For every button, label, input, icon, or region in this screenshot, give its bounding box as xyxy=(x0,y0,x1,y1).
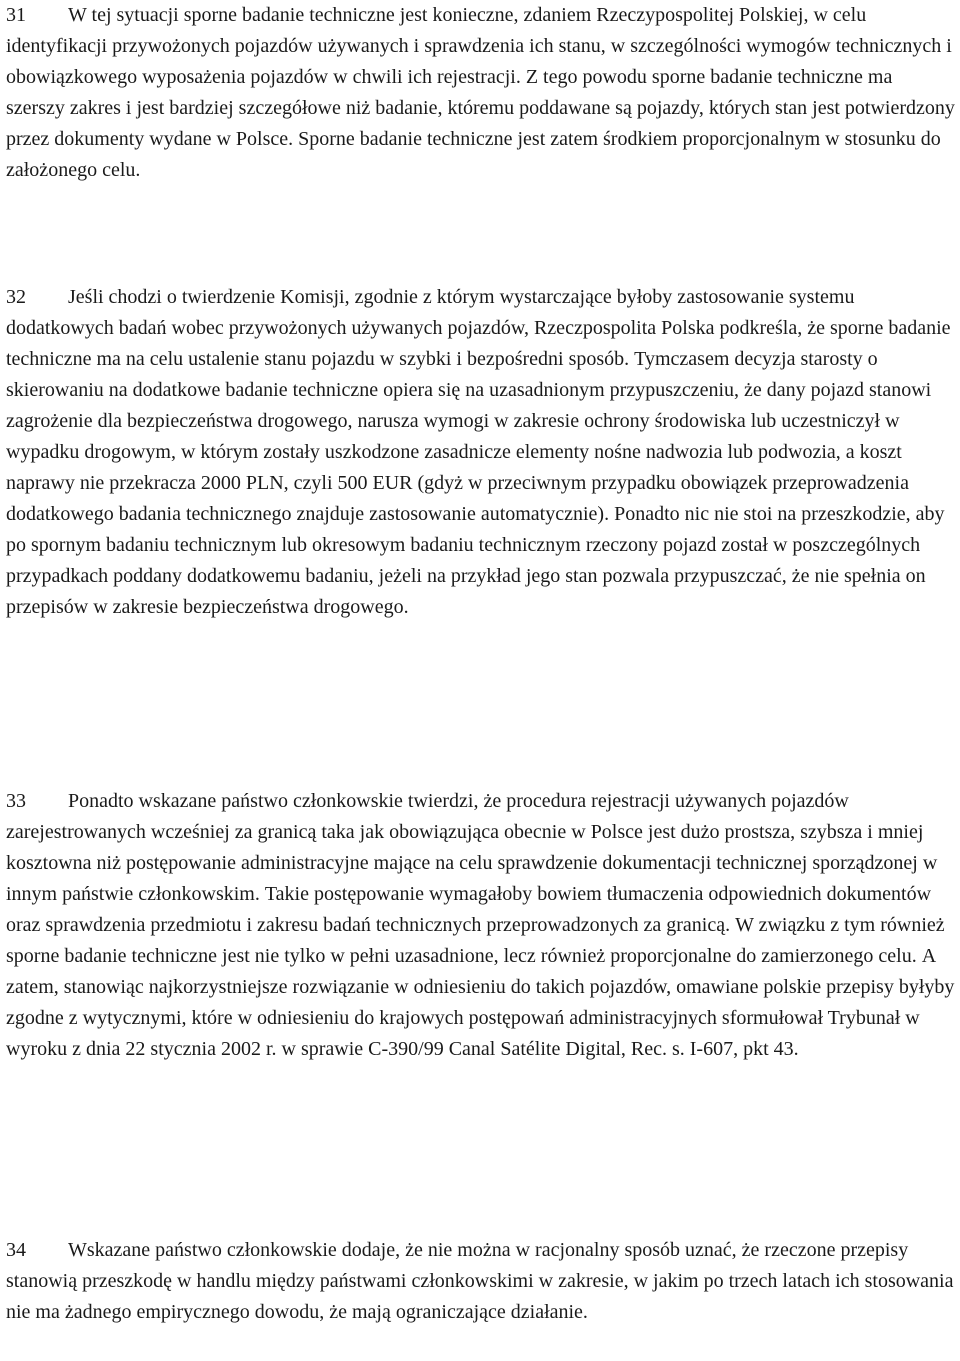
paragraph-sentence: Tymczasem decyzja starosty o skierowaniu na dodatkowe badanie techniczne opiera się na uzasadnionym przypuszczeniu, że dany pojazd stanowi zagrożenie dla bezpieczeństwa drogowego, narusza wymogi w zakresie ochrony środowiska lub uczestniczył w wypadku drogowym, w którym zostały uszkodzone zasadnicze elementy nośne nadwozia lub podwozia, a koszt naprawy nie przekracza 2000 PLN, czyli 500 EUR (gdyż w przeciwnym przypadku obowiązek przeprowadzenia dodatkowego badania technicznego znajduje zastosowanie automatycznie). xyxy=(6,348,932,525)
paragraph-sentence: A zatem, stanowiąc najkorzystniejsze rozwiązanie w odniesieniu do takich pojazdów, omawiane polskie przepisy byłyby zgodne z wytycznymi, które w odniesieniu do krajowych postępowań administracyjnych sformułował Trybunał w wyroku z dnia 22 stycznia 2002 r. w sprawie C‑390/99 Canal Satélite Digital, Rec. s. I‑607, pkt 43. xyxy=(6,945,955,1060)
paragraph-sentence: W związku z tym również sporne badanie techniczne jest nie tylko w pełni uzasadnione, lecz również proporcjonalne do zamierzonego celu. xyxy=(6,914,945,967)
paragraph-sentence: Takie postępowanie wymagałoby bowiem tłumaczenia odpowiednich dokumentów oraz sprawdzenia przedmiotu i zakresu badań technicznych przeprowadzonych za granicą. xyxy=(6,883,932,936)
paragraph-sentence: Ponadto wskazane państwo członkowskie twierdzi, że procedura rejestracji używanych pojazdów zarejestrowanych wcześniej za granicą taka jak obowiązująca obecnie w Polsce jest dużo prostsza, szybsza i mniej kosztowna niż postępowanie administracyjne mające na celu sprawdzenie dokumentacji technicznej sporządzonej w innym państwie członkowskim. xyxy=(6,790,938,905)
paragraph-number: 33 xyxy=(6,790,26,812)
paragraph-32 xyxy=(6,282,956,623)
paragraph-sentence: Wskazane państwo członkowskie dodaje, że nie można w racjonalny sposób uznać, że rzeczone przepisy stanowią przeszkodę w handlu między państwami członkowskimi w zakresie, w jakim po trzech latach ich stosowania nie ma żadnego empirycznego dowodu, że mają ograniczające działanie. xyxy=(6,1239,954,1323)
paragraph-31 xyxy=(6,0,956,186)
paragraph-number: 32 xyxy=(6,286,26,308)
paragraph-sentence: W tej sytuacji sporne badanie techniczne jest konieczne, zdaniem Rzeczypospolitej Polskiej, w celu identyfikacji przywożonych pojazdów używanych i sprawdzenia ich stanu, w szczególności wymogów technicznych i obowiązkowego wyposażenia pojazdów w chwili ich rejestracji. xyxy=(6,4,952,88)
paragraph-sentence: Ponadto nic nie stoi na przeszkodzie, aby po spornym badaniu technicznym lub okresowym badaniu technicznym rzeczony pojazd został w poszczególnych przypadkach poddany dodatkowemu badaniu, jeżeli na przykład jego stan pozwala przypuszczać, że nie spełnia on przepisów w zakresie bezpieczeństwa drogowego. xyxy=(6,503,945,618)
paragraph-number: 31 xyxy=(6,4,26,26)
paragraph-number: 34 xyxy=(6,1239,26,1261)
paragraph-33 xyxy=(6,786,956,1065)
paragraph-sentence: Z tego powodu sporne badanie techniczne ma szerszy zakres i jest bardziej szczegółowe niż badanie, któremu poddawane są pojazdy, których stan jest potwierdzony przez dokumenty wydane w Polsce. xyxy=(6,66,955,150)
paragraph-sentence: Jeśli chodzi o twierdzenie Komisji, zgodnie z którym wystarczające byłoby zastosowanie systemu dodatkowych badań wobec przywożonych używanych pojazdów, Rzeczpospolita Polska podkreśla, że sporne badanie techniczne ma na celu ustalenie stanu pojazdu w szybki i bezpośredni sposób. xyxy=(6,286,951,370)
paragraph-34 xyxy=(6,1235,956,1328)
paragraph-sentence: Sporne badanie techniczne jest zatem środkiem proporcjonalnym w stosunku do założonego celu. xyxy=(6,128,941,181)
